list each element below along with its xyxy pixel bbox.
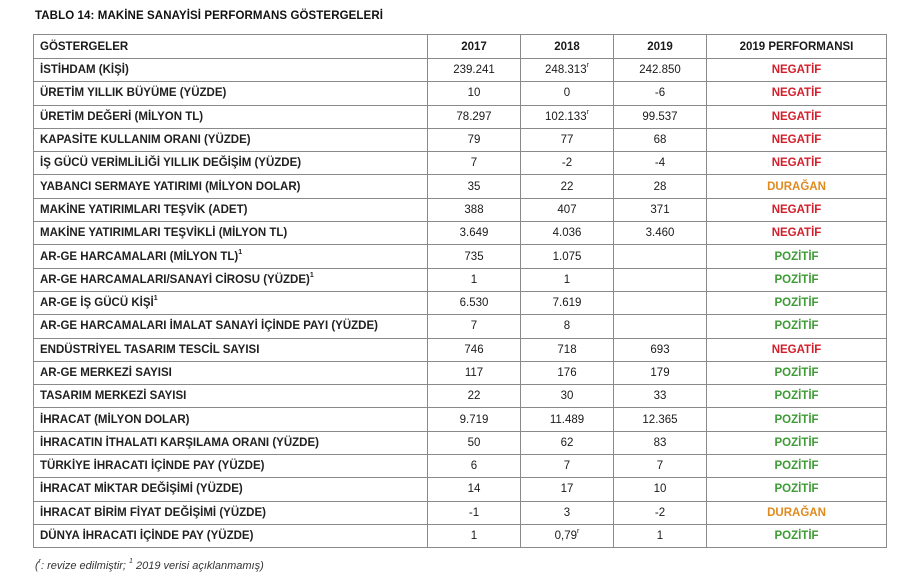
table-row <box>34 338 887 361</box>
indicator-label: İHRACAT MİKTAR DEĞİŞİMİ (YÜZDE) <box>34 478 428 501</box>
table-row <box>34 361 887 384</box>
value-2017: 1 <box>428 524 521 547</box>
value-2019: 68 <box>614 128 707 151</box>
table-row <box>34 128 887 151</box>
performance-status: DURAĞAN <box>707 501 887 524</box>
header-2019-performance: 2019 PERFORMANSI <box>707 35 887 59</box>
value-2019 <box>614 245 707 268</box>
indicator-label: İHRACAT BİRİM FİYAT DEĞİŞİMİ (YÜZDE) <box>34 501 428 524</box>
value-2017: 6.530 <box>428 291 521 314</box>
table-row <box>34 291 887 314</box>
value-2017: 239.241 <box>428 59 521 82</box>
indicator-label: ENDÜSTRİYEL TASARIM TESCİL SAYISI <box>34 338 428 361</box>
value-2019 <box>614 315 707 338</box>
value-2019: 10 <box>614 478 707 501</box>
indicator-label: KAPASİTE KULLANIM ORANI (YÜZDE) <box>34 128 428 151</box>
value-2017: 9.719 <box>428 408 521 431</box>
value-2018: 176 <box>521 361 614 384</box>
performance-status: NEGATİF <box>707 105 887 128</box>
value-2018: 7 <box>521 455 614 478</box>
value-2019: 83 <box>614 431 707 454</box>
indicator-label: AR-GE İŞ GÜCÜ KİŞİ$^1$ <box>34 291 428 314</box>
value-2017: 7 <box>428 152 521 175</box>
performance-status: NEGATİF <box>707 152 887 175</box>
performance-table <box>33 34 887 548</box>
value-2019: -2 <box>614 501 707 524</box>
performance-status: POZİTİF <box>707 245 887 268</box>
performance-status: POZİTİF <box>707 361 887 384</box>
value-2018: 3 <box>521 501 614 524</box>
table-row <box>34 222 887 245</box>
value-2017: 388 <box>428 198 521 221</box>
value-2019: 242.850 <box>614 59 707 82</box>
value-2017: 14 <box>428 478 521 501</box>
value-2019: 33 <box>614 385 707 408</box>
table-header-row <box>34 35 887 59</box>
value-2017: 35 <box>428 175 521 198</box>
value-2017: 735 <box>428 245 521 268</box>
indicator-label: İHRACAT (MİLYON DOLAR) <box>34 408 428 431</box>
value-2018: 77 <box>521 128 614 151</box>
value-2018: 0 <box>521 82 614 105</box>
table-row <box>34 455 887 478</box>
indicator-label: MAKİNE YATIRIMLARI TEŞVİK (ADET) <box>34 198 428 221</box>
footnote: ($^r$: revize edilmiştir; $^1$ 2019 verisi açıklanmamış) <box>35 558 264 572</box>
table-body <box>34 59 887 548</box>
value-2019: -4 <box>614 152 707 175</box>
indicator-label: YABANCI SERMAYE YATIRIMI (MİLYON DOLAR) <box>34 175 428 198</box>
indicator-label: AR-GE MERKEZİ SAYISI <box>34 361 428 384</box>
table-row <box>34 315 887 338</box>
performance-status: POZİTİF <box>707 268 887 291</box>
value-2018: 1.075 <box>521 245 614 268</box>
indicator-label: İŞ GÜCÜ VERİMLİLİĞİ YILLIK DEĞİŞİM (YÜZDE) <box>34 152 428 175</box>
value-2018: 1 <box>521 268 614 291</box>
value-2018: 8 <box>521 315 614 338</box>
table-row <box>34 385 887 408</box>
value-2017: 7 <box>428 315 521 338</box>
table-row <box>34 408 887 431</box>
value-2017: 3.649 <box>428 222 521 245</box>
performance-status: NEGATİF <box>707 82 887 105</box>
performance-status: POZİTİF <box>707 315 887 338</box>
indicator-label: AR-GE HARCAMALARI/SANAYİ CİROSU (YÜZDE)$^1$ <box>34 268 428 291</box>
value-2017: 117 <box>428 361 521 384</box>
table-row <box>34 198 887 221</box>
indicator-label: ÜRETİM YILLIK BÜYÜME (YÜZDE) <box>34 82 428 105</box>
value-2018: 7.619 <box>521 291 614 314</box>
performance-status: DURAĞAN <box>707 175 887 198</box>
value-2018: -2 <box>521 152 614 175</box>
header-2019: 2019 <box>614 35 707 59</box>
value-2018: 11.489 <box>521 408 614 431</box>
indicator-label: DÜNYA İHRACATI İÇİNDE PAY (YÜZDE) <box>34 524 428 547</box>
table-row <box>34 59 887 82</box>
value-2019: 7 <box>614 455 707 478</box>
value-2018: 407 <box>521 198 614 221</box>
header-2018: 2018 <box>521 35 614 59</box>
value-2019: 28 <box>614 175 707 198</box>
value-2017: 78.297 <box>428 105 521 128</box>
value-2017: -1 <box>428 501 521 524</box>
value-2018: 30 <box>521 385 614 408</box>
performance-status: POZİTİF <box>707 385 887 408</box>
table-row <box>34 478 887 501</box>
performance-status: POZİTİF <box>707 291 887 314</box>
value-2019: 3.460 <box>614 222 707 245</box>
table-row <box>34 431 887 454</box>
value-2018: 248.313$^r$ <box>521 59 614 82</box>
performance-status: POZİTİF <box>707 431 887 454</box>
table-row <box>34 268 887 291</box>
value-2019 <box>614 291 707 314</box>
value-2017: 79 <box>428 128 521 151</box>
table-row <box>34 501 887 524</box>
indicator-label: İSTİHDAM (KİŞİ) <box>34 59 428 82</box>
value-2019: 179 <box>614 361 707 384</box>
value-2017: 1 <box>428 268 521 291</box>
value-2019: 693 <box>614 338 707 361</box>
value-2018: 22 <box>521 175 614 198</box>
performance-status: POZİTİF <box>707 455 887 478</box>
value-2017: 746 <box>428 338 521 361</box>
value-2017: 6 <box>428 455 521 478</box>
performance-status: NEGATİF <box>707 338 887 361</box>
performance-status: POZİTİF <box>707 478 887 501</box>
indicator-label: İHRACATIN İTHALATI KARŞILAMA ORANI (YÜZDE) <box>34 431 428 454</box>
value-2017: 50 <box>428 431 521 454</box>
value-2018: 0,79$^r$ <box>521 524 614 547</box>
value-2018: 102.133$^r$ <box>521 105 614 128</box>
table-row <box>34 82 887 105</box>
value-2018: 718 <box>521 338 614 361</box>
indicator-label: AR-GE HARCAMALARI (MİLYON TL)$^1$ <box>34 245 428 268</box>
table-row <box>34 152 887 175</box>
indicator-label: MAKİNE YATIRIMLARI TEŞVİKLİ (MİLYON TL) <box>34 222 428 245</box>
table-title: TABLO 14: MAKİNE SANAYİSİ PERFORMANS GÖSTERGELERİ <box>35 10 384 22</box>
value-2019: 12.365 <box>614 408 707 431</box>
table-row <box>34 245 887 268</box>
value-2018: 4.036 <box>521 222 614 245</box>
value-2019 <box>614 268 707 291</box>
value-2019: 371 <box>614 198 707 221</box>
indicator-label: TASARIM MERKEZİ SAYISI <box>34 385 428 408</box>
value-2019: -6 <box>614 82 707 105</box>
table-row <box>34 175 887 198</box>
table-row <box>34 105 887 128</box>
value-2017: 10 <box>428 82 521 105</box>
indicator-label: AR-GE HARCAMALARI İMALAT SANAYİ İÇİNDE PAYI (YÜZDE) <box>34 315 428 338</box>
header-2017: 2017 <box>428 35 521 59</box>
value-2019: 1 <box>614 524 707 547</box>
performance-status: NEGATİF <box>707 59 887 82</box>
performance-status: POZİTİF <box>707 524 887 547</box>
performance-status: POZİTİF <box>707 408 887 431</box>
value-2018: 62 <box>521 431 614 454</box>
performance-status: NEGATİF <box>707 198 887 221</box>
performance-status: NEGATİF <box>707 128 887 151</box>
value-2019: 99.537 <box>614 105 707 128</box>
value-2017: 22 <box>428 385 521 408</box>
indicator-label: ÜRETİM DEĞERİ (MİLYON TL) <box>34 105 428 128</box>
indicator-label: TÜRKİYE İHRACATI İÇİNDE PAY (YÜZDE) <box>34 455 428 478</box>
value-2018: 17 <box>521 478 614 501</box>
header-indicators: GÖSTERGELER <box>34 35 428 59</box>
performance-status: NEGATİF <box>707 222 887 245</box>
table-row <box>34 524 887 547</box>
